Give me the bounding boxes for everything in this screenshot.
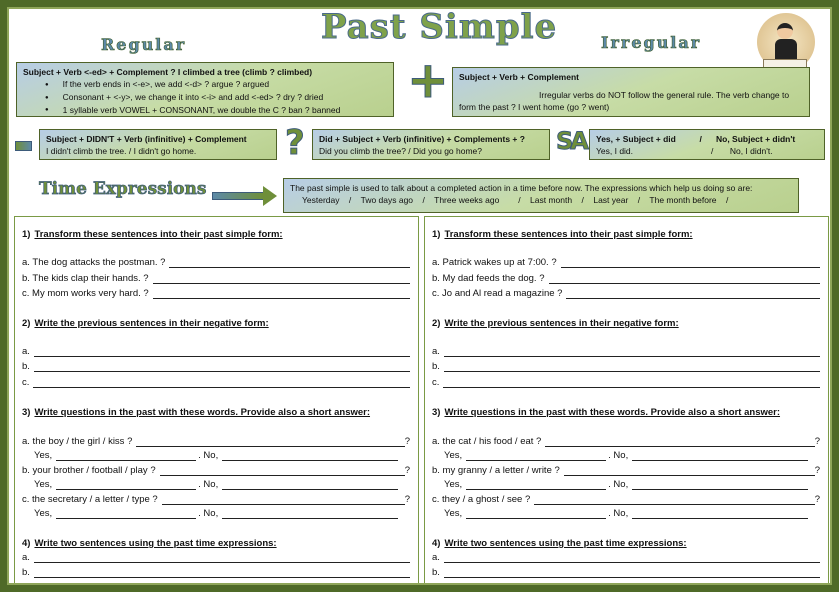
exercise-prompt: c. bbox=[432, 377, 440, 388]
irregular-text: Irregular verbs do NOT follow the general rule. The verb change to form the past ? I went home (go ? went) bbox=[459, 90, 790, 112]
section-title: Write the previous sentences in their negative form: bbox=[34, 318, 269, 329]
section-heading bbox=[432, 228, 820, 240]
exercise-row bbox=[432, 376, 820, 388]
exercise-row bbox=[22, 345, 410, 357]
no-answer-line[interactable] bbox=[632, 509, 808, 519]
exercise-prompt: b. My dad feeds the dog. ? bbox=[432, 273, 545, 284]
section-heading bbox=[432, 537, 820, 549]
yes-label: Yes, bbox=[34, 450, 53, 461]
answer-line[interactable] bbox=[136, 437, 404, 447]
section-number: 1) bbox=[432, 229, 441, 240]
answer-line[interactable] bbox=[34, 362, 410, 372]
answer-line[interactable] bbox=[545, 437, 814, 447]
minus-icon bbox=[15, 141, 32, 151]
exercise-prompt: a. Patrick wakes up at 7:00. ? bbox=[432, 257, 557, 268]
yes-answer-line[interactable] bbox=[466, 480, 606, 490]
exercise-prompt: b. bbox=[22, 361, 30, 372]
exercise-prompt: c. they / a ghost / see ? bbox=[432, 494, 531, 505]
exercise-prompt: b. my granny / a letter / write ? bbox=[432, 465, 560, 476]
section-number: 2) bbox=[22, 318, 31, 329]
yes-label: Yes, bbox=[444, 450, 463, 461]
exercise-prompt: b. bbox=[432, 567, 440, 578]
section-heading bbox=[22, 537, 410, 549]
no-answer-line[interactable] bbox=[632, 451, 808, 461]
answer-line[interactable] bbox=[534, 495, 814, 505]
exercise-panel-right bbox=[424, 216, 829, 584]
exercise-row bbox=[432, 272, 820, 284]
answer-line[interactable] bbox=[34, 347, 410, 357]
section-title: Write questions in the past with these words. Provide also a short answer: bbox=[444, 407, 781, 418]
exercise-prompt: a. bbox=[22, 552, 30, 563]
exercise-panel-left bbox=[14, 216, 419, 584]
question-end: ? bbox=[814, 436, 820, 447]
short-answer-row bbox=[22, 507, 410, 519]
exercise-prompt: c. the secretary / a letter / type ? bbox=[22, 494, 158, 505]
short-answer-row bbox=[432, 449, 820, 461]
exercise-prompt: c. My mom works very hard. ? bbox=[22, 288, 149, 299]
question-end: ? bbox=[404, 465, 410, 476]
answer-line[interactable] bbox=[561, 258, 820, 268]
regular-rule: Subject + Verb <-ed> + Complement ? I climbed a tree (climb ? climbed) bbox=[23, 67, 313, 77]
short-answer-box bbox=[589, 129, 825, 160]
exercise-prompt: c. bbox=[22, 377, 30, 388]
answer-line[interactable] bbox=[169, 258, 410, 268]
question-end: ? bbox=[814, 465, 820, 476]
exercise-prompt: a. bbox=[432, 346, 440, 357]
exercise-row bbox=[432, 464, 820, 476]
arrow-icon bbox=[212, 192, 264, 200]
short-answer-row bbox=[432, 507, 820, 519]
section-heading bbox=[432, 317, 820, 329]
no-label: . No, bbox=[198, 450, 219, 461]
question-end: ? bbox=[814, 494, 820, 505]
section-heading bbox=[22, 317, 410, 329]
regular-rule-box bbox=[16, 62, 394, 117]
short-answer-row bbox=[22, 449, 410, 461]
question-rule-box bbox=[312, 129, 550, 160]
exercise-row bbox=[432, 345, 820, 357]
time-expressions-list: Yesterday / Two days ago / Three weeks ago / Last month / Last year / The month before / bbox=[302, 195, 729, 205]
plus-icon: + bbox=[407, 51, 449, 109]
time-expressions-box bbox=[283, 178, 799, 213]
rule-bullet: ● 1 syllable verb VOWEL + CONSONANT, we double the C ? ban ? banned bbox=[23, 104, 387, 117]
exercise-row bbox=[432, 493, 820, 505]
exercise-row bbox=[432, 566, 820, 578]
answer-line[interactable] bbox=[160, 466, 405, 476]
time-expressions-heading: Time Expressions bbox=[39, 179, 207, 199]
yes-label: Yes, bbox=[444, 508, 463, 519]
section-title: Transform these sentences into their past simple form: bbox=[444, 229, 693, 240]
question-rule: Did + Subject + Verb (infinitive) + Complements + ? bbox=[319, 134, 525, 144]
exercise-row bbox=[22, 435, 410, 447]
negative-rule: Subject + DIDN'T + Verb (infinitive) + Complement bbox=[46, 134, 247, 144]
yes-label: Yes, bbox=[34, 508, 53, 519]
irregular-rule: Subject + Verb + Complement bbox=[459, 72, 579, 82]
exercise-row bbox=[22, 287, 410, 299]
answer-line[interactable] bbox=[33, 378, 410, 388]
section-title: Write the previous sentences in their negative form: bbox=[444, 318, 679, 329]
no-label: . No, bbox=[608, 479, 629, 490]
answer-line[interactable] bbox=[549, 274, 821, 284]
exercise-row bbox=[22, 551, 410, 563]
question-end: ? bbox=[404, 436, 410, 447]
exercise-prompt: a. the cat / his food / eat ? bbox=[432, 436, 542, 447]
question-example: Did you climb the tree? / Did you go home? bbox=[319, 146, 483, 156]
exercise-prompt: b. your brother / football / play ? bbox=[22, 465, 156, 476]
section-number: 3) bbox=[432, 407, 441, 418]
yes-answer-line[interactable] bbox=[56, 451, 196, 461]
worksheet bbox=[7, 7, 832, 585]
yes-answer-line[interactable] bbox=[56, 480, 196, 490]
answer-line[interactable] bbox=[153, 289, 410, 299]
exercise-row bbox=[432, 551, 820, 563]
answer-line[interactable] bbox=[162, 495, 405, 505]
exercise-prompt: a. The dog attacks the postman. ? bbox=[22, 257, 166, 268]
exercise-row bbox=[432, 287, 820, 299]
exercise-row bbox=[432, 256, 820, 268]
section-number: 2) bbox=[432, 318, 441, 329]
exercise-row bbox=[432, 435, 820, 447]
answer-line[interactable] bbox=[564, 466, 815, 476]
short-answer-row bbox=[22, 478, 410, 490]
yes-answer-line[interactable] bbox=[466, 509, 606, 519]
answer-line[interactable] bbox=[153, 274, 410, 284]
exercise-row bbox=[22, 360, 410, 372]
section-title: Write two sentences using the past time expressions: bbox=[444, 538, 687, 549]
answer-line[interactable] bbox=[444, 568, 820, 578]
exercise-row bbox=[432, 360, 820, 372]
section-number: 4) bbox=[432, 538, 441, 549]
question-end: ? bbox=[404, 494, 410, 505]
irregular-rule-box bbox=[452, 67, 810, 117]
arrow-head bbox=[263, 186, 277, 206]
section-number: 1) bbox=[22, 229, 31, 240]
short-answer-row bbox=[432, 478, 820, 490]
answer-line[interactable] bbox=[566, 289, 820, 299]
rule-bullet: ● If the verb ends in <-e>, we add <-d> ? argue ? argued bbox=[23, 78, 387, 91]
no-answer-line[interactable] bbox=[222, 451, 398, 461]
regular-heading: Regular bbox=[101, 35, 187, 54]
answer-line[interactable] bbox=[444, 553, 820, 563]
exercise-prompt: b. bbox=[22, 567, 30, 578]
exercise-row bbox=[22, 493, 410, 505]
short-answer-icon: SA bbox=[556, 127, 586, 155]
page-title: Past Simple bbox=[321, 7, 558, 47]
yes-label: Yes, bbox=[34, 479, 53, 490]
exercise-row bbox=[22, 376, 410, 388]
no-label: . No, bbox=[608, 508, 629, 519]
section-heading bbox=[22, 228, 410, 240]
yes-answer-line[interactable] bbox=[466, 451, 606, 461]
exercise-prompt: a. the boy / the girl / kiss ? bbox=[22, 436, 133, 447]
question-mark-icon: ? bbox=[285, 123, 305, 163]
exercise-prompt: c. Jo and Al read a magazine ? bbox=[432, 288, 563, 299]
answer-line[interactable] bbox=[34, 553, 410, 563]
exercise-prompt: a. bbox=[22, 346, 30, 357]
yes-answer-line[interactable] bbox=[56, 509, 196, 519]
answer-line[interactable] bbox=[443, 378, 820, 388]
no-answer-line[interactable] bbox=[632, 480, 808, 490]
answer-line[interactable] bbox=[34, 568, 410, 578]
no-label: . No, bbox=[608, 450, 629, 461]
section-heading bbox=[432, 406, 820, 418]
time-expressions-text: The past simple is used to talk about a completed action in a time before now. The expressions which help us doing so are: bbox=[290, 183, 753, 193]
irregular-heading: Irregular bbox=[601, 33, 702, 52]
exercise-row bbox=[22, 566, 410, 578]
rule-bullet: ● Consonant + <-y>, we change it into <-i> and add <-ed> ? dry ? dried bbox=[23, 91, 387, 104]
answer-line[interactable] bbox=[444, 347, 820, 357]
no-label: . No, bbox=[198, 508, 219, 519]
yes-label: Yes, bbox=[444, 479, 463, 490]
short-answer-rule: Yes, + Subject + did / No, Subject + didn't bbox=[596, 134, 796, 144]
exercise-prompt: b. bbox=[432, 361, 440, 372]
section-number: 3) bbox=[22, 407, 31, 418]
no-label: . No, bbox=[198, 479, 219, 490]
section-title: Transform these sentences into their past simple form: bbox=[34, 229, 283, 240]
section-title: Write questions in the past with these words. Provide also a short answer: bbox=[34, 407, 371, 418]
exercise-row bbox=[22, 256, 410, 268]
exercise-row bbox=[22, 272, 410, 284]
exercise-row bbox=[22, 464, 410, 476]
no-answer-line[interactable] bbox=[222, 480, 398, 490]
teacher-illustration-icon bbox=[757, 13, 815, 71]
negative-rule-box bbox=[39, 129, 277, 160]
exercise-prompt: b. The kids clap their hands. ? bbox=[22, 273, 149, 284]
section-title: Write two sentences using the past time expressions: bbox=[34, 538, 277, 549]
exercise-prompt: a. bbox=[432, 552, 440, 563]
answer-line[interactable] bbox=[444, 362, 820, 372]
no-answer-line[interactable] bbox=[222, 509, 398, 519]
short-answer-example: Yes, I did. / No, I didn't. bbox=[596, 146, 773, 156]
section-heading bbox=[22, 406, 410, 418]
section-number: 4) bbox=[22, 538, 31, 549]
negative-example: I didn't climb the tree. / I didn't go home. bbox=[46, 146, 197, 156]
